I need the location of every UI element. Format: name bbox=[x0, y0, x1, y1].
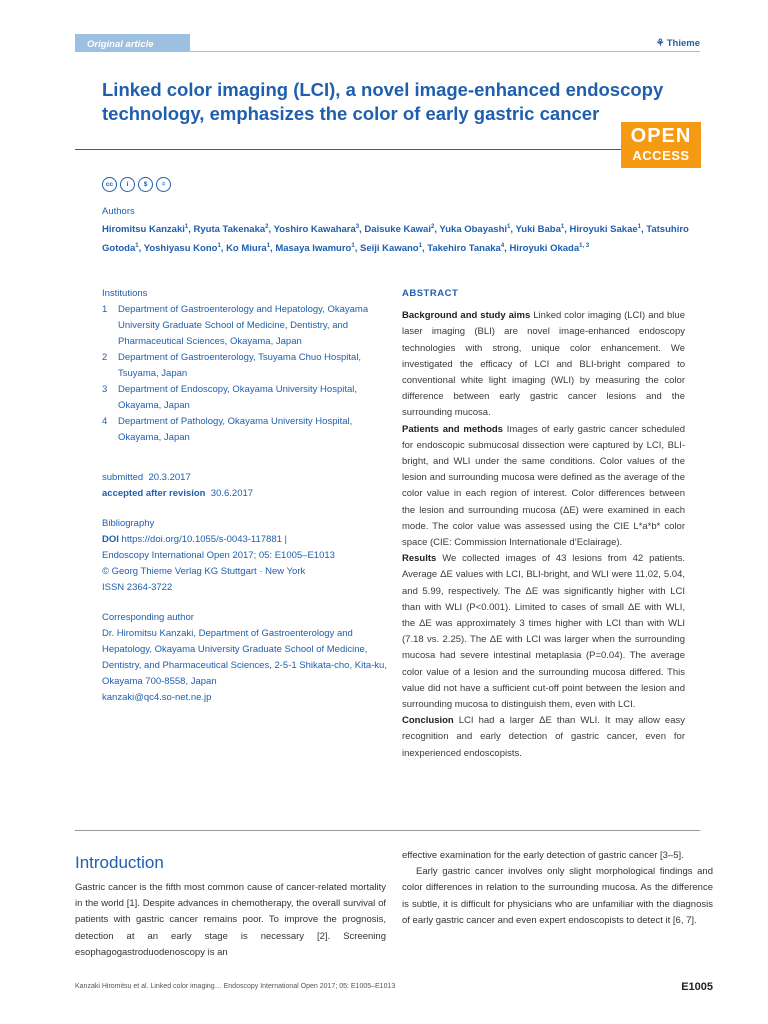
corresponding-author bbox=[102, 610, 392, 706]
author-name: Ryuta Takenaka bbox=[193, 224, 266, 236]
abstract-section-text: Images of early gastric cancer scheduled for endoscopic submucosal dissection were captured by LCI, BLI-bright, and WLI under the same conditions. Color values of the lesion and surrounding mucosa were defined as the average of the color value in each region of interest. Color differences between the lesion and surrounding mucosa (ΔE) were examined in each mode. The color value was assessed using the CIE L*a*b* color space (CIE: Commission Internationale d’Eclairage). bbox=[402, 423, 685, 549]
introduction-heading: Introduction bbox=[75, 853, 164, 872]
author-name: Yuki Baba bbox=[515, 224, 561, 236]
institution-text: Department of Gastroenterology, Tsuyama Chuo Hospital, Tsuyama, Japan bbox=[118, 352, 362, 379]
author-affiliation: 1 bbox=[351, 243, 355, 250]
abstract-heading: ABSTRACT bbox=[402, 288, 459, 299]
institution-item bbox=[102, 382, 392, 414]
copyright: © Georg Thieme Verlag KG Stuttgart · New York bbox=[102, 566, 306, 577]
open-access-line2: ACCESS bbox=[632, 148, 690, 163]
section-label-bar bbox=[75, 34, 190, 52]
issn: ISSN 2364-3722 bbox=[102, 582, 173, 593]
author-affiliation: 1 bbox=[418, 243, 422, 250]
author-affiliation: 1, 3 bbox=[579, 243, 590, 250]
author-affiliation: 4 bbox=[500, 243, 505, 250]
open-access-line1: OPEN bbox=[630, 125, 692, 147]
accepted-date: 30.6.2017 bbox=[210, 488, 254, 499]
by-icon: i bbox=[120, 177, 135, 192]
author-affiliation: 1 bbox=[637, 224, 641, 230]
abstract-section-label: Conclusion bbox=[402, 715, 454, 727]
title-rule bbox=[75, 149, 700, 150]
institution-number: 3 bbox=[102, 384, 108, 395]
author-name: Hiromitsu Kanzaki bbox=[102, 224, 185, 236]
bibliography bbox=[102, 516, 392, 596]
institution-text: Department of Pathology, Okayama University Hospital, Okayama, Japan bbox=[118, 416, 353, 443]
institution-text: Department of Endoscopy, Okayama University Hospital, Okayama, Japan bbox=[118, 384, 358, 411]
author-name: Hiroyuki Okada bbox=[509, 243, 580, 255]
abstract-section-text: Linked color imaging (LCI) and blue laser imaging (BLI) are novel image-enhanced endoscopy technologies with strong, unique color enhancement. We investigated the efficacy of LCI and BLI-bright compared to conventional white light imaging (WLI) by measuring the color difference between early gastric cancer lesions and the surrounding mucosa. bbox=[402, 310, 685, 419]
abstract-section bbox=[402, 713, 685, 762]
publisher-logo bbox=[656, 38, 700, 49]
author-affiliation: 3 bbox=[355, 224, 360, 230]
institution-text: Department of Gastroenterology and Hepatology, Okayama University Graduate School of Medicine, Dentistry, and Pharmaceutical Sciences, Okayama, Japan bbox=[118, 304, 369, 347]
abstract-section-label: Patients and methods bbox=[402, 423, 503, 435]
institution-item bbox=[102, 350, 392, 382]
abstract-section bbox=[402, 422, 685, 552]
abstract bbox=[402, 286, 685, 762]
citation: Endoscopy International Open 2017; 05: E1005–E1013 bbox=[102, 550, 335, 561]
abstract-body bbox=[402, 308, 685, 762]
author-list: Hiromitsu Kanzaki$^1$, Ryuta Takenaka$^2$, Yoshiro Kawahara$^3$, Daisuke Kawai$^2$, Yuka Obayashi$^1$, Yuki Baba$^1$, Hiroyuki Sakae$^1$, Tatsuhiro Gotoda$^1$, Yoshiyasu Kono$^1$, Ko Miura$^1$, Masaya Iwamuro$^1$, Seiji Kawano$^1$, Takehiro Tanaka$^4$, Hiroyuki Okada$^{1, 3}$ bbox=[102, 224, 689, 255]
bibliography-label: Bibliography bbox=[102, 518, 155, 529]
introduction-col1: Gastric cancer is the fifth most common cause of cancer-related mortality in the world [1]. Despite advances in chemotherapy, the overall survival of patients with gastric cancer remains poor. To improve the prognosis, detection at an early stage is necessary [2]. Screening esophagogastroduodenoscopy is an bbox=[75, 882, 386, 958]
dates bbox=[102, 470, 392, 502]
author-name: Seiji Kawano bbox=[360, 243, 419, 255]
author-affiliation: 1 bbox=[507, 224, 511, 230]
author-affiliation: 1 bbox=[560, 224, 565, 230]
introduction-paragraph: Early gastric cancer involves only slight morphological findings and color differences in relation to the surrounding mucosa. As the difference is subtle, it is difficult for physicians who are unfamiliar with the diagnosis of early gastric cancer and even expert endoscopists to detect it [6, 7]. bbox=[402, 866, 713, 926]
submitted-label: submitted bbox=[102, 472, 144, 483]
accepted-label: accepted after revision bbox=[102, 488, 206, 499]
institution-item bbox=[102, 414, 392, 446]
abstract-section bbox=[402, 308, 685, 421]
institution-number: 1 bbox=[102, 304, 108, 315]
corresponding-label: Corresponding author bbox=[102, 612, 194, 623]
footer-citation: Kanzaki Hiromitsu et al. Linked color imaging… Endoscopy International Open 2017; 05: E1005–E1013 bbox=[75, 983, 396, 990]
author-affiliation: 1 bbox=[135, 243, 139, 250]
author-name: Yoshiyasu Kono bbox=[143, 243, 218, 255]
author-name: Ko Miura bbox=[226, 243, 267, 255]
license-icons bbox=[102, 177, 171, 192]
cc-icon: cc bbox=[102, 177, 117, 192]
doi-link[interactable]: https://doi.org/10.1055/s-0043-117881 | bbox=[121, 534, 288, 545]
header-rule bbox=[190, 51, 700, 52]
open-access-badge bbox=[621, 122, 701, 168]
institutions bbox=[102, 286, 392, 446]
abstract-section-label: Results bbox=[402, 553, 437, 565]
submitted-date: 20.3.2017 bbox=[148, 472, 191, 483]
author-name: Tatsuhiro Gotoda bbox=[102, 224, 689, 255]
author-affiliation: 1 bbox=[184, 224, 189, 230]
publisher-name: Thieme bbox=[666, 38, 700, 49]
author-affiliation: 2 bbox=[430, 224, 435, 230]
nd-icon: = bbox=[156, 177, 171, 192]
institution-item bbox=[102, 302, 392, 350]
article-title: Linked color imaging (LCI), a novel image-enhanced endoscopy technology, emphasizes the color of early gastric cancer bbox=[102, 79, 664, 124]
introduction-paragraph: effective examination for the early detection of gastric cancer [3–5]. bbox=[402, 850, 684, 861]
doi-label: DOI bbox=[102, 534, 119, 545]
introduction-col2 bbox=[402, 848, 713, 929]
author-name: Yoshiro Kawahara bbox=[273, 224, 356, 236]
author-affiliation: 1 bbox=[217, 243, 221, 250]
institution-number: 4 bbox=[102, 416, 108, 427]
abstract-section-text: LCI had a larger ΔE than WLI. It may allow easy recognition and early detection of gastric cancer, even for inexperienced endoscopists. bbox=[402, 715, 685, 759]
nc-icon: $ bbox=[138, 177, 153, 192]
thieme-icon: ⚘ bbox=[655, 38, 665, 49]
author-name: Masaya Iwamuro bbox=[275, 243, 352, 255]
author-name: Yuka Obayashi bbox=[439, 224, 508, 236]
abstract-section-label: Background and study aims bbox=[402, 310, 531, 322]
author-affiliation: 1 bbox=[266, 243, 271, 250]
section-divider bbox=[75, 830, 700, 831]
author-name: Daisuke Kawai bbox=[364, 224, 431, 236]
corresponding-address: Dr. Hiromitsu Kanzaki, Department of Gastroenterology and Hepatology, Okayama University Graduate School of Medicine, Dentistry, and Pharmaceutical Sciences, 2-5-1 Shikata-cho, Kita-ku, Okayama 700-8558, Japan bbox=[102, 628, 387, 687]
author-name: Takehiro Tanaka bbox=[427, 243, 501, 255]
page-number: E1005 bbox=[681, 981, 713, 993]
author-name: Hiroyuki Sakae bbox=[569, 224, 638, 236]
corresponding-email[interactable]: kanzaki@qc4.so-net.ne.jp bbox=[102, 692, 212, 703]
author-affiliation: 2 bbox=[265, 224, 269, 230]
abstract-section-text: We collected images of 43 lesions from 42 patients. Average ΔE values with LCI, BLI-bright, and WLI were 11.02, 5.04, and 5.99, respectively. The ΔE was significantly higher with LCI than with WLI (P<0.001). Limited to cases of small ΔE with WLI, the ΔE was approximately 3 times higher with LCI than with WLI (7.18 vs. 2.25). The ΔE with LCI was larger when the surrounding mucosa had severe intestinal metaplasia (P=0.04). The average color value of a lesion and the surrounding mucosa differed. This value did not have a sufficient cut-off point between the lesion and surrounding mucosa to distinguish them, even with LCI. bbox=[402, 553, 685, 711]
authors-label: Authors bbox=[102, 206, 135, 217]
institution-number: 2 bbox=[102, 352, 108, 363]
abstract-section bbox=[402, 551, 685, 713]
institution-list bbox=[102, 302, 392, 446]
institutions-label: Institutions bbox=[102, 288, 148, 299]
section-label: Original article bbox=[87, 39, 154, 50]
